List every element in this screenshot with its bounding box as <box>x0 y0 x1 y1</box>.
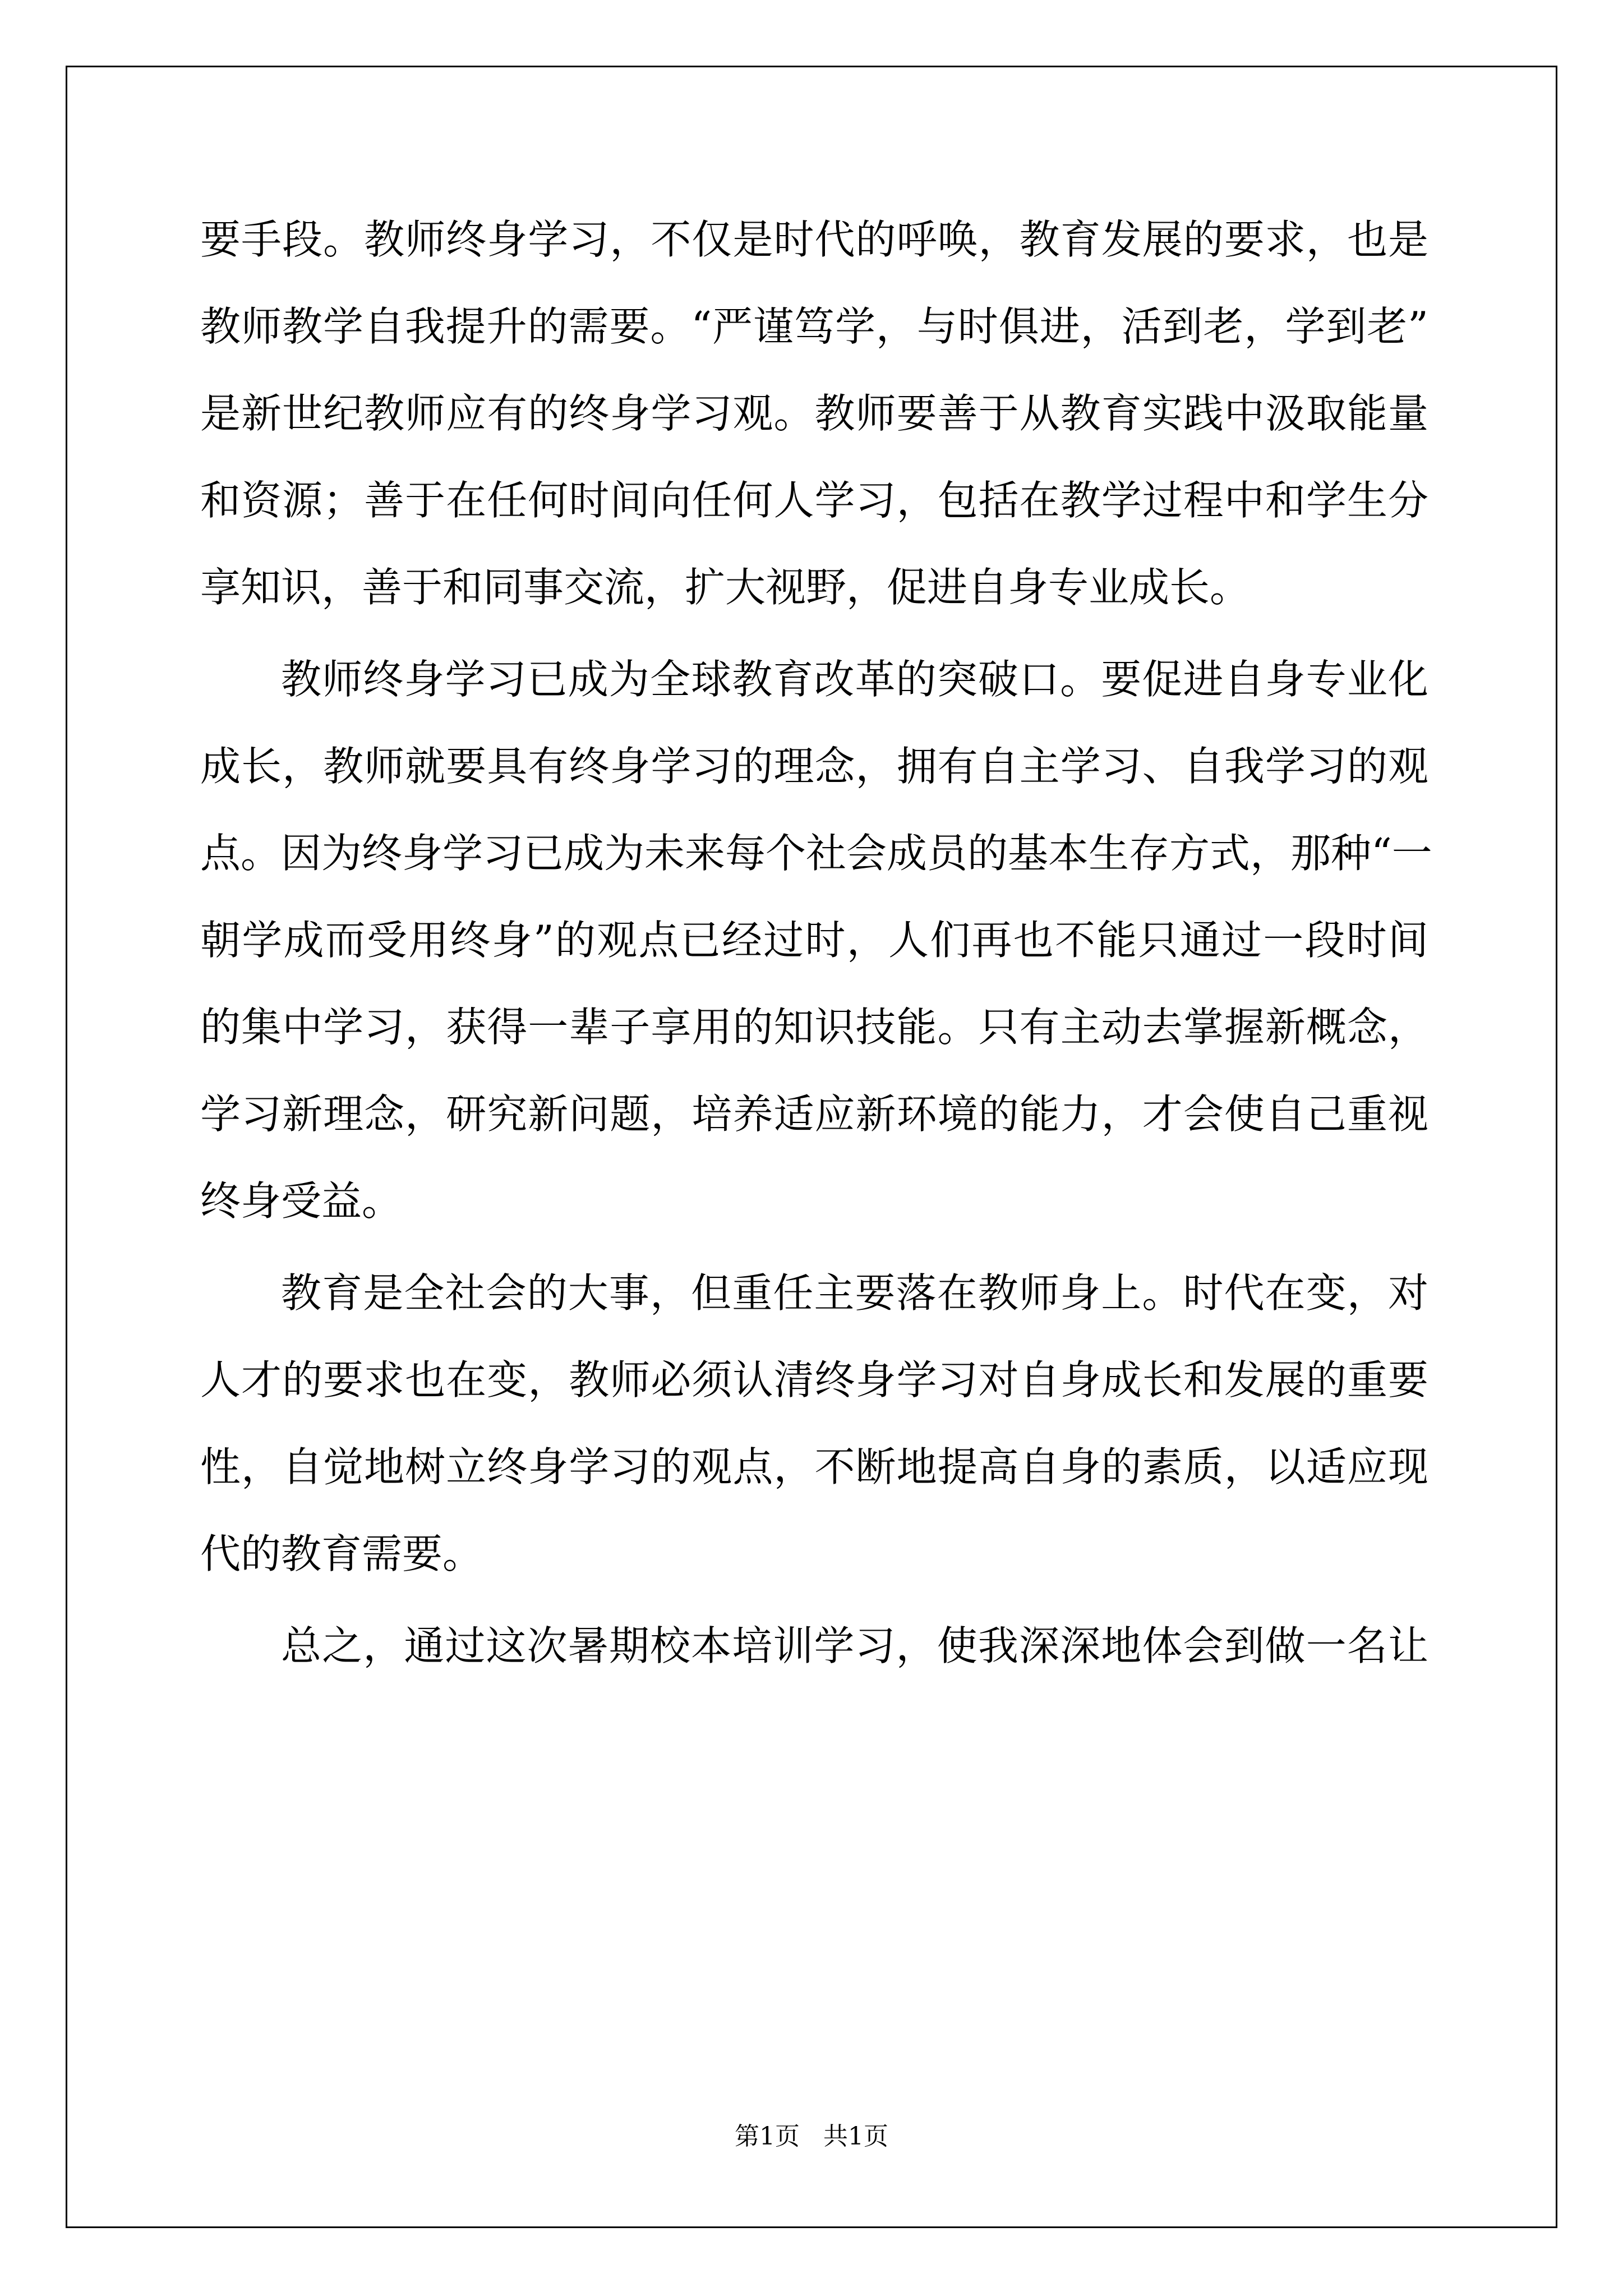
paragraph-gap <box>200 1598 1428 1603</box>
paragraph-first-line: 教育是全社会的大事，但重任主要落在教师身上。时代在变，对 <box>281 1269 1428 1317</box>
text-line: 点。因为终身学习已成为未来每个社会成员的基本生存方式，那种“一 <box>200 830 1432 877</box>
text-line: 要手段。教师终身学习，不仅是时代的呼唤，教育发展的要求，也是 <box>200 216 1428 263</box>
paragraph-gap <box>200 1245 1428 1250</box>
text-line: 人才的要求也在变，教师必须认清终身学习对自身成长和发展的重要 <box>200 1356 1428 1404</box>
text-line: 性，自觉地树立终身学习的观点，不断地提高自身的素质，以适应现 <box>200 1443 1428 1490</box>
text-line: 终身受益。 <box>200 1177 403 1225</box>
text-line: 成长，教师就要具有终身学习的理念，拥有自主学习、自我学习的观 <box>200 743 1428 790</box>
text-line: 代的教育需要。 <box>200 1530 483 1577</box>
paragraph-gap <box>200 631 1428 636</box>
text-line: 享知识，善于和同事交流，扩大视野，促进自身专业成长。 <box>200 564 1251 611</box>
text-line: 和资源；善于在任何时间向任何人学习，包括在教学过程中和学生分 <box>200 477 1428 524</box>
text-line: 是新世纪教师应有的终身学习观。教师要善于从教育实践中汲取能量 <box>200 390 1428 437</box>
page-number-footer: 第1页 共1页 <box>735 2122 888 2151</box>
paragraph-first-line: 教师终身学习已成为全球教育改革的突破口。要促进自身专业化 <box>281 656 1428 703</box>
document-body <box>200 196 1432 1690</box>
text-line: 学习新理念，研究新问题，培养适应新环境的能力，才会使自己重视 <box>200 1091 1428 1138</box>
text-line: 朝学成而受用终身”的观点已经过时，人们再也不能只通过一段时间 <box>200 917 1428 964</box>
paragraph-first-line: 总之，通过这次暑期校本培训学习，使我深深地体会到做一名让 <box>281 1622 1428 1669</box>
text-line: 的集中学习，获得一辈子享用的知识技能。只有主动去掌握新概念， <box>200 1004 1428 1051</box>
text-line: 教师教学自我提升的需要。“严谨笃学，与时俱进，活到老，学到老” <box>200 303 1428 350</box>
